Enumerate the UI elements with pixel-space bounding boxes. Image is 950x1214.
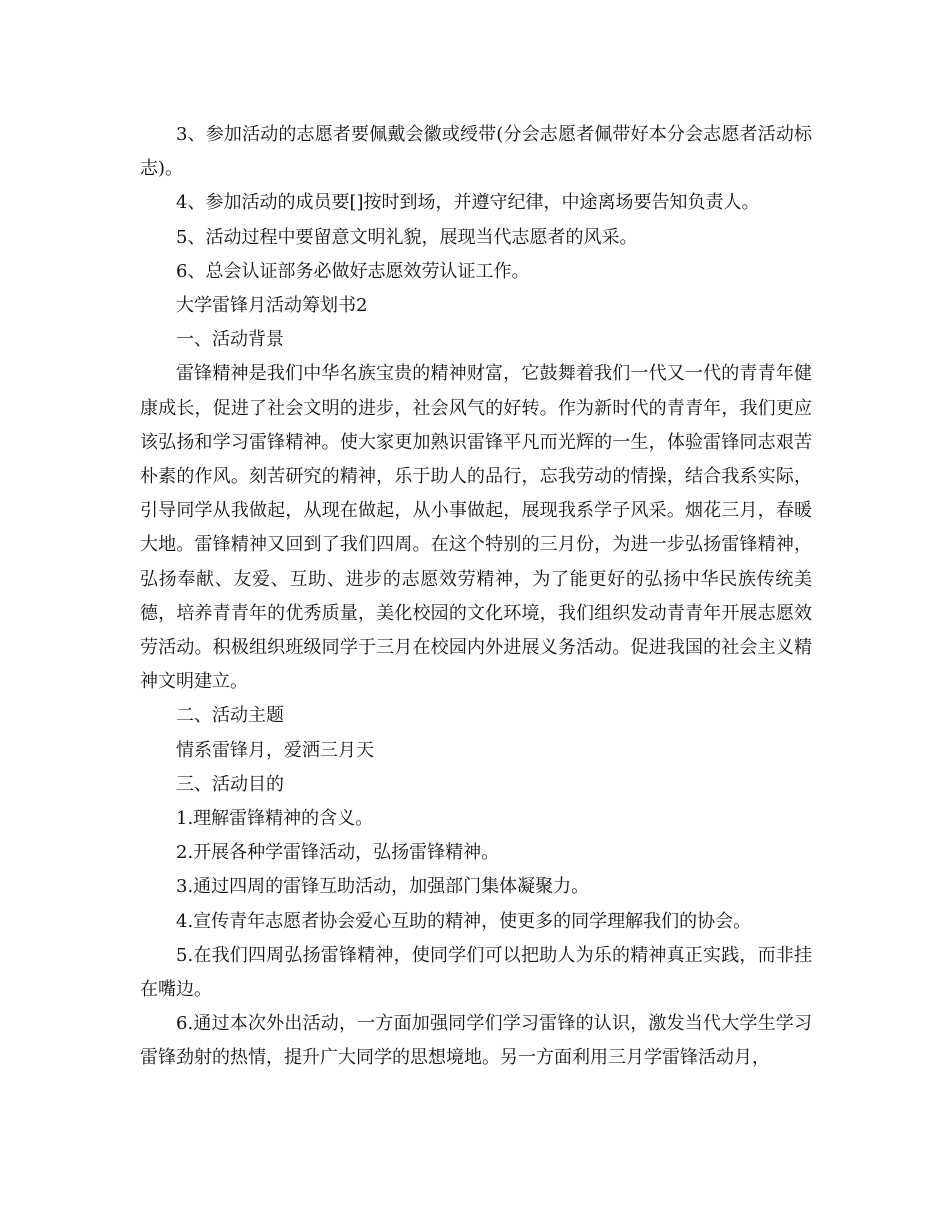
purpose-item-4: 4.宣传青年志愿者协会爱心互助的精神，使更多的同学理解我们的协会。 bbox=[176, 910, 752, 932]
heading-purpose: 三、活动目的 bbox=[176, 773, 284, 795]
purpose-item-1: 1.理解雷锋精神的含义。 bbox=[176, 808, 374, 830]
section-title-plan-2: 大学雷锋月活动筹划书2 bbox=[176, 295, 368, 317]
paragraph-background-body: 雷锋精神是我们中华名族宝贵的精神财富，它鼓舞着我们一代又一代的青青年健康成长，促进了社会文明的进步，社会风气的好转。作为新时代的青青年，我们更应该弘扬和学习雷锋精神。使大家更加熟识雷锋平凡而光辉的一生，体验雷锋同志艰苦朴素的作风。刻苦研究的精神，乐于助人的品行，忘我劳动的情操，结合我系实际，引导同学从我做起，从现在做起，从小事做起，展现我系学子风采。烟花三月，春暖大地。雷锋精神又回到了我们四周。在这个特别的三月份，为进一步弘扬雷锋精神，弘扬奉献、友爱、互助、进步的志愿效劳精神，为了能更好的弘扬中华民族传统美德，培养青青年的优秀质量，美化校园的文化环境，我们组织发动青青年开展志愿效劳活动。积极组织班级同学于三月在校园内外进展义务活动。促进我国的社会主义精神文明建立。 bbox=[140, 363, 812, 693]
heading-background: 一、活动背景 bbox=[176, 329, 284, 351]
paragraph-item-3-volunteer-badge: 3、参加活动的志愿者要佩戴会徽或绶带(分会志愿者佩带好本分会志愿者活动标志)。 bbox=[140, 124, 812, 180]
paragraph-theme-body: 情系雷锋月，爱洒三月天 bbox=[176, 739, 374, 761]
purpose-item-3: 3.通过四周的雷锋互助活动，加强部门集体凝聚力。 bbox=[176, 876, 590, 898]
heading-theme: 二、活动主题 bbox=[176, 705, 284, 727]
paragraph-item-6-certification: 6、总会认证部务必做好志愿效劳认证工作。 bbox=[176, 260, 530, 282]
paragraph-item-4-attendance: 4、参加活动的成员要[]按时到场，并遵守纪律，中途离场要告知负责人。 bbox=[176, 192, 760, 214]
document-body bbox=[140, 118, 812, 1076]
purpose-item-5: 5.在我们四周弘扬雷锋精神，使同学们可以把助人为乐的精神真正实践，而非挂在嘴边。 bbox=[140, 944, 812, 1001]
paragraph-item-5-etiquette: 5、活动过程中要留意文明礼貌，展现当代志愿者的风采。 bbox=[176, 226, 638, 248]
purpose-item-2: 2.开展各种学雷锋活动，弘扬雷锋精神。 bbox=[176, 842, 500, 864]
purpose-item-6: 6.通过本次外出活动，一方面加强同学们学习雷锋的认识，激发当代大学生学习雷锋劲射的热情，提升广大同学的思想境地。另一方面利用三月学雷锋活动月， bbox=[140, 1013, 812, 1069]
